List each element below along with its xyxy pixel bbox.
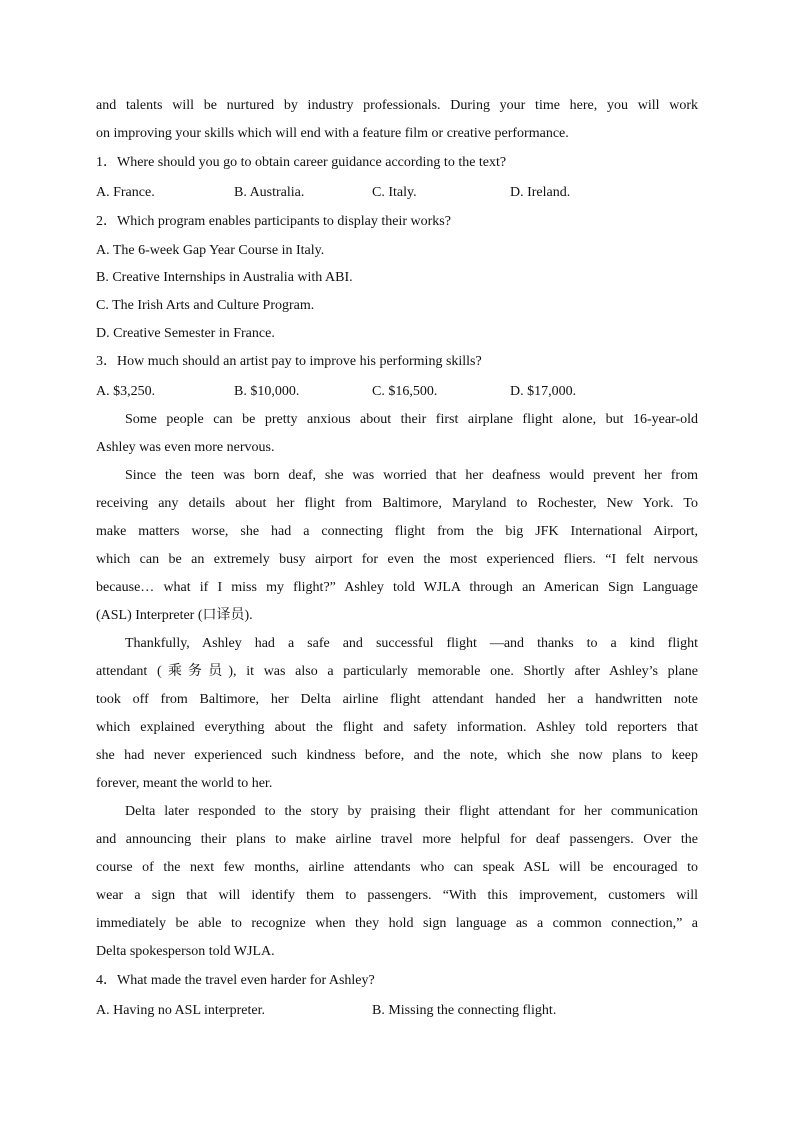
text-line: which can be an extremely busy airport for even the most experienced fliers. “I felt nervous (96, 552, 698, 568)
text-line: Some people can be pretty anxious about their first airplane flight alone, but 16-year-old (125, 412, 698, 428)
options-row (96, 377, 698, 407)
text-line: Ashley was even more nervous. (96, 440, 275, 456)
text-line: Delta spokesperson told WJLA. (96, 944, 275, 960)
text-line: because… what if I miss my flight?” Ashley told WJLA through an American Sign Language (96, 580, 698, 596)
option-a: A. The 6-week Gap Year Course in Italy. (96, 242, 325, 258)
option-b: B. Australia. (234, 184, 305, 200)
text-line: immediately be able to recognize when they hold sign language as a common connection,” a (96, 916, 698, 932)
text-line: Since the teen was born deaf, she was worried that her deafness would prevent her from (125, 468, 698, 484)
question-4 (96, 966, 698, 1025)
option-c: C. The Irish Arts and Culture Program. (96, 297, 315, 313)
text-line: receiving any details about her flight from Baltimore, Maryland to Rochester, New York. To (96, 496, 698, 512)
option-a: A. $3,250. (96, 383, 156, 399)
option-a: A. Having no ASL interpreter. (96, 1002, 266, 1018)
passage-paragraph-2 (96, 462, 698, 630)
question-text: 4．What made the travel even harder for Ashley? (96, 973, 375, 989)
text-line: Thankfully, Ashley had a safe and successful flight —and thanks to a kind flight (125, 636, 698, 652)
question-text: 2．Which program enables participants to display their works? (96, 214, 451, 229)
text-line: make matters worse, she had a connecting flight from the big JFK International Airport, (96, 524, 698, 540)
question-text: 1．Where should you go to obtain career guidance according to the text? (96, 155, 507, 170)
passage-paragraph-3 (96, 630, 698, 798)
text-line: forever, meant the world to her. (96, 776, 273, 792)
question-3 (96, 347, 698, 406)
option-d: D. $17,000. (510, 383, 577, 399)
option-b: B. $10,000. (234, 383, 300, 399)
text-line: she had never experienced such kindness before, and the note, which she now plans to keep (96, 748, 698, 764)
text-line: wear a sign that will identify them to passengers. “With this improvement, customers will (96, 888, 698, 904)
question-2 (96, 207, 698, 347)
option-b: B. Missing the connecting flight. (372, 1002, 557, 1018)
text-line: and talents will be nurtured by industry professionals. During your time here, you will work (96, 98, 698, 113)
options-row (96, 996, 698, 1026)
options-row (96, 178, 698, 208)
text-line: on improving your skills which will end with a feature film or creative performance. (96, 126, 569, 141)
option-c: C. Italy. (372, 184, 417, 200)
option-a: A. France. (96, 184, 155, 200)
option-b: B. Creative Internships in Australia with ABI. (96, 270, 353, 286)
question-1 (96, 148, 698, 207)
option-d: D. Creative Semester in France. (96, 325, 275, 341)
passage-paragraph-1 (96, 406, 698, 462)
passage-paragraph-4 (96, 798, 698, 966)
text-line: Delta later responded to the story by praising their flight attendant for her communication (125, 804, 698, 820)
intro-paragraph (96, 92, 698, 148)
text-line: attendant (乘务员), it was also a particularly memorable one. Shortly after Ashley’s plane (96, 664, 698, 680)
option-d: D. Ireland. (510, 184, 571, 200)
option-c: C. $16,500. (372, 383, 438, 399)
text-line: and announcing their plans to make airline travel more helpful for deaf passengers. Over the (96, 832, 698, 848)
document-page (96, 92, 698, 1025)
text-line: (ASL) Interpreter (口译员). (96, 608, 253, 624)
text-line: which explained everything about the flight and safety information. Ashley told reporters that (96, 720, 698, 736)
text-line: took off from Baltimore, her Delta airline flight attendant handed her a handwritten note (96, 692, 698, 708)
text-line: course of the next few months, airline attendants who can speak ASL will be encouraged to (96, 860, 698, 876)
question-text: 3．How much should an artist pay to improve his performing skills? (96, 354, 482, 370)
